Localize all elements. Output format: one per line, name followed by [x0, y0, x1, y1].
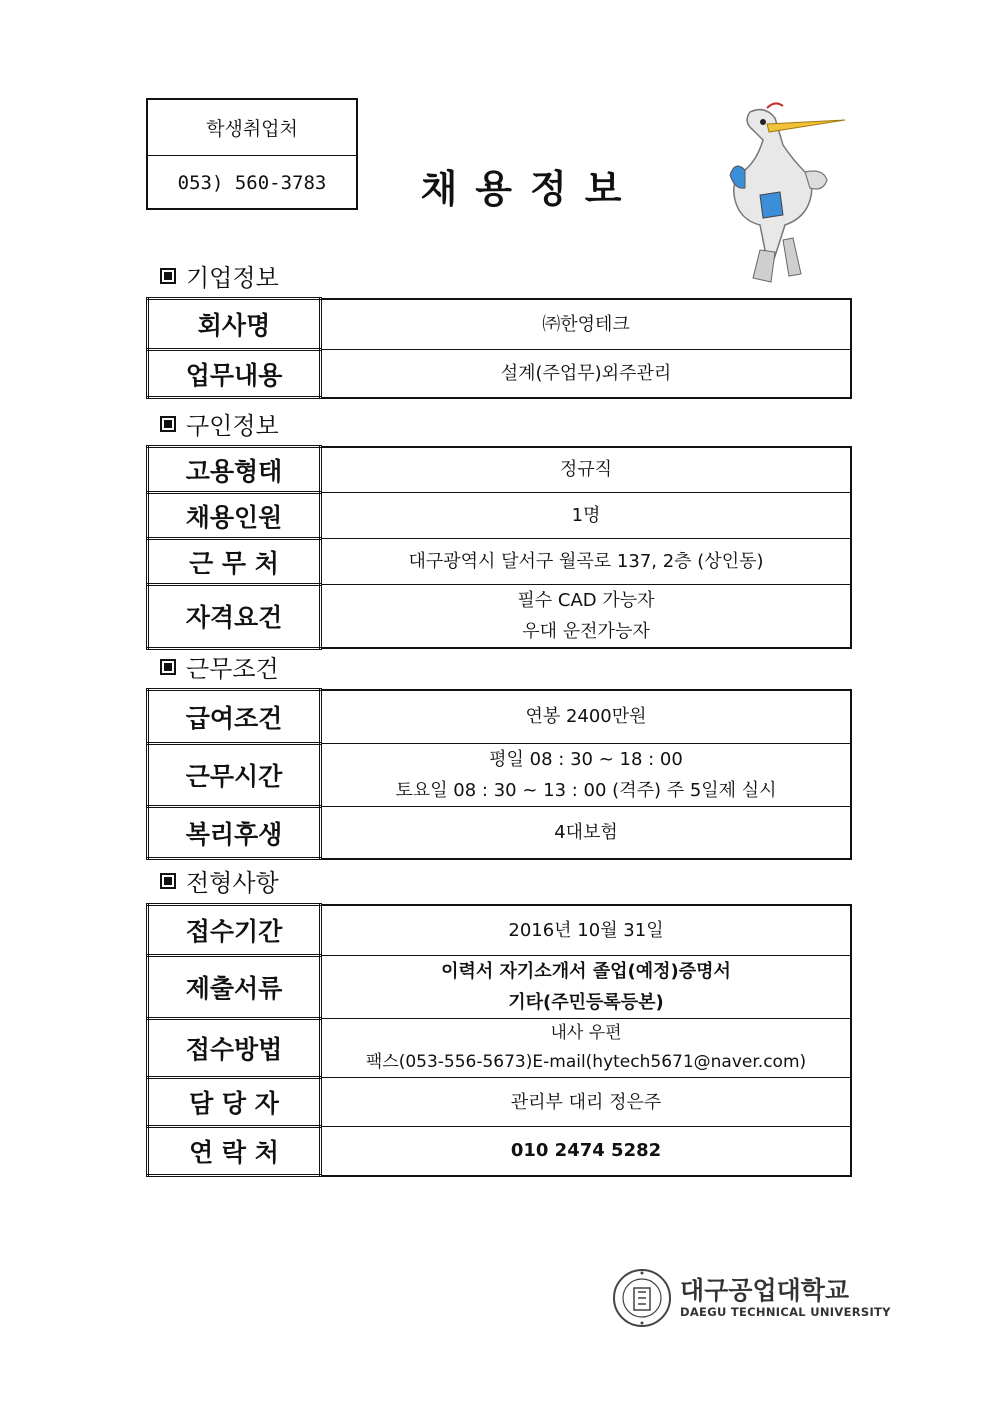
section-square-icon: [160, 416, 176, 432]
company-info-table: [146, 297, 852, 399]
section-square-icon: [160, 659, 176, 675]
table-row: [148, 956, 852, 1019]
table-row: [148, 350, 852, 398]
table-row: [148, 493, 852, 539]
label-contact-number: 연 락 처: [148, 1127, 321, 1176]
label-employment-type: 고용형태: [148, 447, 321, 493]
value-company-name: ㈜한영테크: [321, 299, 852, 350]
label-working-hours: 근무시간: [148, 744, 321, 807]
table-row: [148, 585, 852, 649]
label-benefits: 복리후생: [148, 807, 321, 859]
table-row: [148, 299, 852, 350]
value-application-method: 내사 우편 팩스(053-556-5673)E-mail(hytech5671@naver.com): [321, 1019, 852, 1078]
label-application-period: 접수기간: [148, 905, 321, 956]
contact-box: [146, 98, 358, 210]
section-square-icon: [160, 268, 176, 284]
table-row: [148, 447, 852, 493]
table-row: [148, 807, 852, 859]
label-application-method: 접수방법: [148, 1019, 321, 1078]
label-job-duties: 업무내용: [148, 350, 321, 398]
contact-label: 학생취업처: [206, 118, 298, 140]
table-row: [148, 690, 852, 744]
university-wordmark: [680, 1277, 891, 1319]
value-working-hours: 평일 08 : 30 ~ 18 : 00 토요일 08 : 30 ~ 13 : 00 (격주) 주 5일제 실시: [321, 744, 852, 807]
table-row: [148, 1019, 852, 1078]
table-row: [148, 539, 852, 585]
label-headcount: 채용인원: [148, 493, 321, 539]
section-square-icon: [160, 873, 176, 889]
label-qualifications: 자격요건: [148, 585, 321, 649]
section-heading-company: 기업정보: [160, 258, 279, 293]
page-title: 채용정보: [420, 167, 640, 211]
value-benefits: 4대보험: [321, 807, 852, 859]
table-row: [148, 905, 852, 956]
table-row: [148, 744, 852, 807]
section-heading-selection: 전형사항: [160, 863, 279, 898]
value-contact-number: 010 2474 5282: [321, 1127, 852, 1176]
label-salary: 급여조건: [148, 690, 321, 744]
value-salary: 연봉 2400만원: [321, 690, 852, 744]
label-required-documents: 제출서류: [148, 956, 321, 1019]
contact-phone: 053) 560-3783: [148, 155, 356, 209]
value-contact-person: 관리부 대리 정은주: [321, 1078, 852, 1127]
university-name: 대구공업대학교: [680, 1276, 850, 1305]
selection-info-table: [146, 903, 852, 1177]
table-row: [148, 1127, 852, 1176]
conditions-info-table: [146, 688, 852, 860]
value-required-documents: 이력서 자기소개서 졸업(예정)증명서 기타(주민등록등본): [321, 956, 852, 1019]
university-logo: [612, 1268, 891, 1328]
recruitment-info-table: [146, 445, 852, 650]
table-row: [148, 1078, 852, 1127]
value-employment-type: 정규직: [321, 447, 852, 493]
value-qualifications: 필수 CAD 가능자 우대 운전가능자: [321, 585, 852, 649]
mascot-illustration: [705, 100, 855, 290]
label-contact-person: 담 당 자: [148, 1078, 321, 1127]
university-name-en: DAEGU TECHNICAL UNIVERSITY: [680, 1305, 891, 1319]
section-heading-conditions: 근무조건: [160, 649, 279, 684]
university-seal-icon: [612, 1268, 672, 1328]
label-workplace: 근 무 처: [148, 539, 321, 585]
section-heading-recruitment: 구인정보: [160, 406, 279, 441]
value-headcount: 1명: [321, 493, 852, 539]
value-application-period: 2016년 10월 31일: [321, 905, 852, 956]
label-company-name: 회사명: [148, 299, 321, 350]
value-workplace: 대구광역시 달서구 월곡로 137, 2층 (상인동): [321, 539, 852, 585]
value-job-duties: 설계(주업무)외주관리: [321, 350, 852, 398]
